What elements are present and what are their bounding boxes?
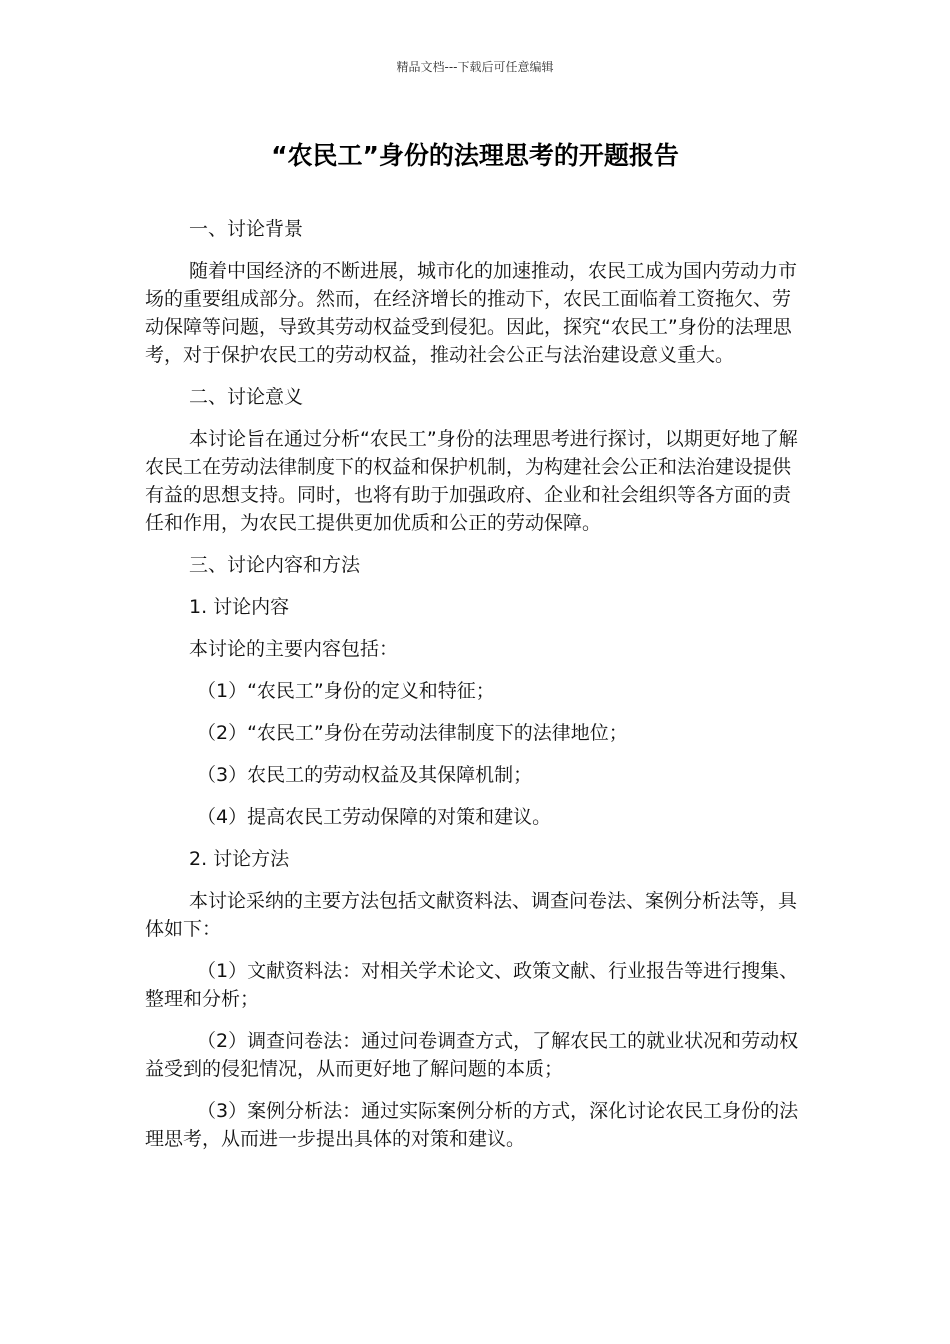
subheading-content: 1. 讨论内容 [189,596,290,618]
document-title: “农民工”身份的法理思考的开题报告 [271,141,679,170]
subheading-methods: 2. 讨论方法 [189,848,290,870]
section-heading-content-methods: 三、讨论内容和方法 [189,554,361,576]
content-list-item: （3）农民工的劳动权益及其保障机制； [197,764,533,786]
methods-list-item: （1）文献资料法：对相关学术论文、政策文献、行业报告等进行搜集、整理和分析； [145,960,799,1010]
methods-list-item: （3）案例分析法：通过实际案例分析的方式，深化讨论农民工身份的法理思考，从而进一步提出具体的对策和建议。 [145,1100,799,1150]
content-list-item: （4）提高农民工劳动保障的对策和建议。 [197,806,552,828]
section-heading-significance: 二、讨论意义 [189,386,304,408]
content-list-item: （2）“农民工”身份在劳动法律制度下的法律地位； [197,722,628,744]
content-intro: 本讨论的主要内容包括： [189,638,399,660]
document-body [145,215,809,1167]
methods-list-item: （2）调查问卷法：通过问卷调查方式，了解农民工的就业状况和劳动权益受到的侵犯情况，从而更好地了解问题的本质； [145,1030,799,1080]
content-list-item: （1）“农民工”身份的定义和特征； [197,680,495,702]
section-heading-background: 一、讨论背景 [189,218,304,240]
page-header-note: 精品文档---下载后可任意编辑 [396,60,554,74]
methods-intro: 本讨论采纳的主要方法包括文献资料法、调查问卷法、案例分析法等，具体如下： [145,890,798,940]
paragraph-background: 随着中国经济的不断进展，城市化的加速推动，农民工成为国内劳动力市场的重要组成部分。然而，在经济增长的推动下，农民工面临着工资拖欠、劳动保障等问题，导致其劳动权益受到侵犯。因此，探究“农民工”身份的法理思考，对于保护农民工的劳动权益，推动社会公正与法治建设意义重大。 [145,260,798,366]
paragraph-significance: 本讨论旨在通过分析“农民工”身份的法理思考进行探讨，以期更好地了解农民工在劳动法律制度下的权益和保护机制，为构建社会公正和法治建设提供有益的思想支持。同时，也将有助于加强政府、企业和社会组织等各方面的责任和作用，为农民工提供更加优质和公正的劳动保障。 [145,428,798,534]
